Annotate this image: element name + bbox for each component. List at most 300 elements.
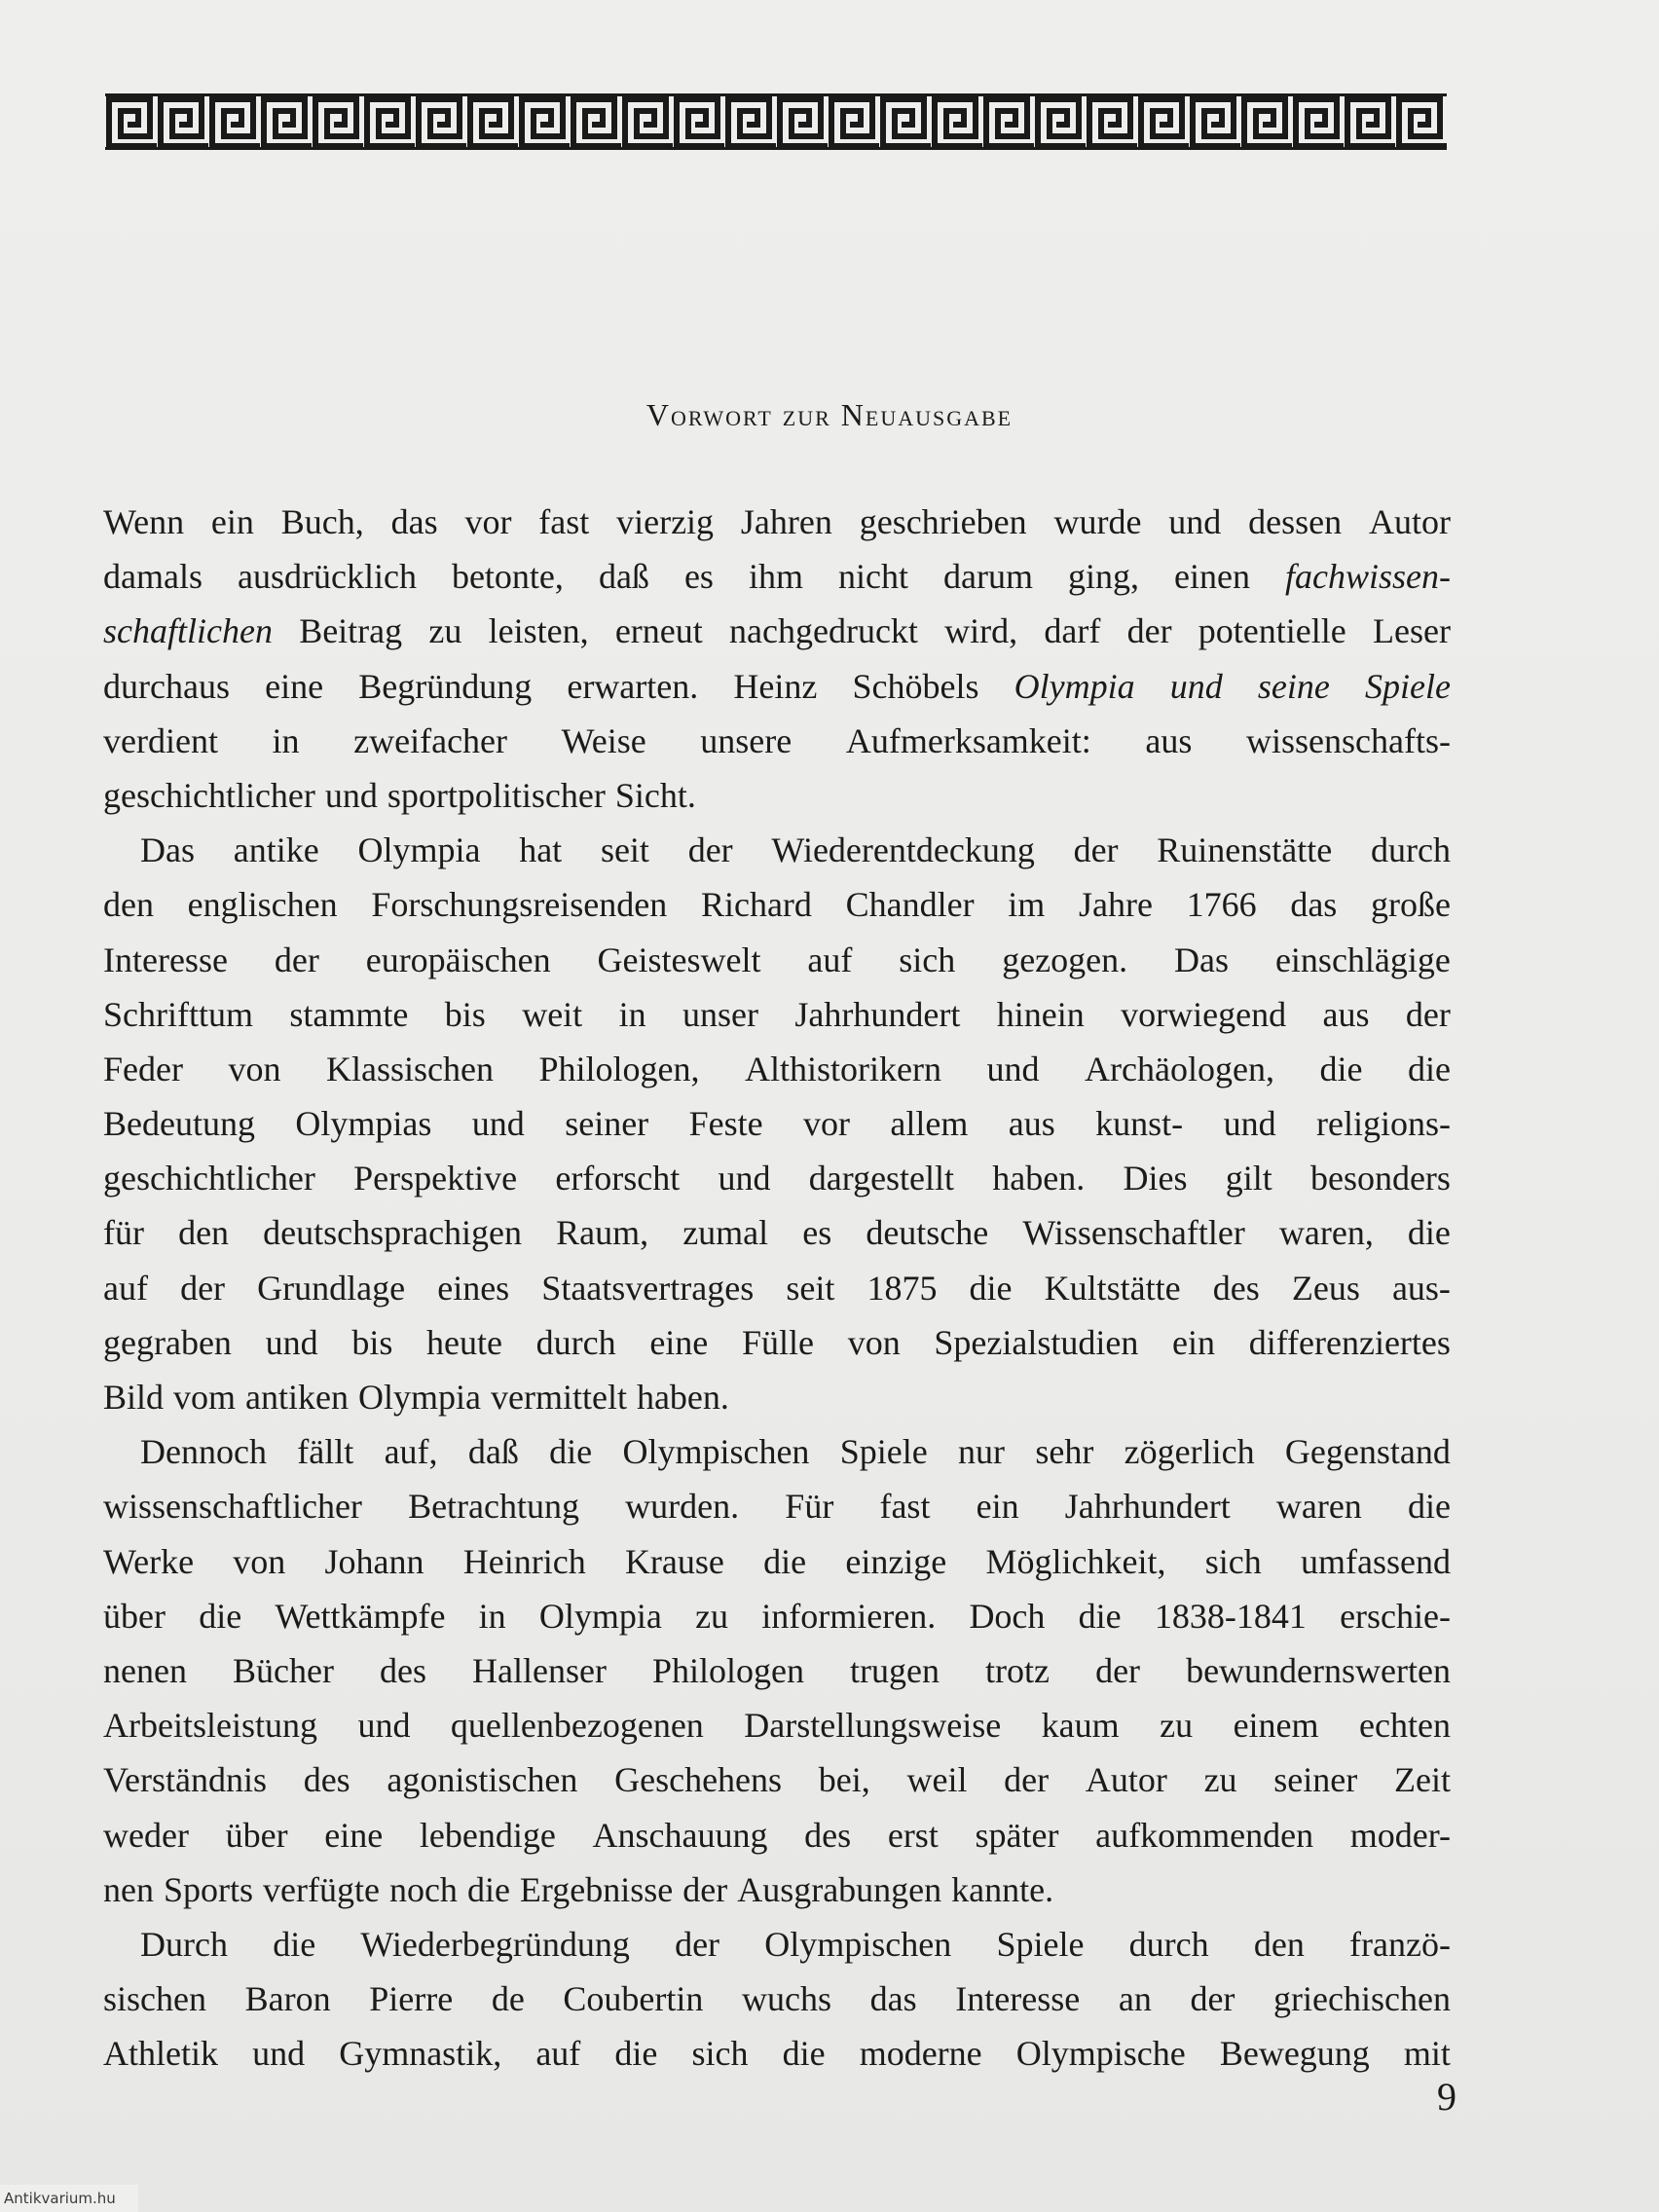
word: ein [1172, 1322, 1215, 1362]
word: lebendige [419, 1815, 556, 1855]
word: einzige [845, 1541, 947, 1581]
word: Richard [700, 885, 812, 925]
word: umfassend [1300, 1541, 1451, 1581]
text-line [103, 1862, 1451, 1917]
word: Philologen [652, 1650, 805, 1690]
word: eine [265, 666, 324, 706]
word: europäischen [365, 940, 551, 979]
word: geschichtlicher [103, 775, 315, 815]
word: vierzig [616, 502, 715, 541]
text-line [103, 659, 1451, 714]
word: ging, [1067, 557, 1139, 597]
word: religions- [1315, 1104, 1451, 1144]
word: das [1290, 885, 1338, 925]
word: vor [802, 1104, 850, 1144]
word: heute [426, 1322, 502, 1362]
word: Feste [688, 1104, 763, 1144]
word: unser [682, 994, 758, 1034]
word: Werke [103, 1541, 195, 1581]
text-line [103, 1315, 1451, 1370]
word: auf, [384, 1432, 438, 1472]
word: Durch [140, 1924, 228, 1964]
text-line [103, 1424, 1451, 1479]
word: dargestellt [808, 1159, 955, 1198]
word: Klassischen [326, 1049, 494, 1088]
word: sportpolitischer [387, 775, 606, 815]
word: darf [1044, 611, 1101, 651]
word: wurde [1053, 502, 1142, 541]
word: de [491, 1979, 525, 2019]
word: für [103, 1213, 144, 1253]
word: vorwiegend [1121, 994, 1287, 1034]
word: Raum, [556, 1213, 649, 1253]
word: im [1008, 885, 1046, 925]
word: Pierre [369, 1979, 454, 2019]
word: Anschauung [592, 1815, 768, 1855]
word: Ausgrabungen [737, 1869, 942, 1909]
text-line [103, 1479, 1451, 1533]
word: der [1190, 1979, 1235, 2019]
word: eine [324, 1815, 384, 1855]
word: und [718, 1159, 771, 1198]
word: nur [958, 1432, 1006, 1472]
word: Bewegung [1219, 2034, 1370, 2074]
word: Olympia [538, 1596, 662, 1636]
word: zweifacher [353, 720, 508, 760]
text-line [103, 714, 1451, 768]
text-line [103, 877, 1451, 932]
word: Das [1174, 940, 1230, 979]
word: Wiederentdeckung [771, 830, 1035, 870]
word: auf [807, 940, 853, 979]
text-line [103, 1589, 1451, 1643]
word: Kultstätte [1044, 1268, 1181, 1308]
word: der [1073, 830, 1119, 870]
word: des [804, 1815, 852, 1855]
word: Beitrag [299, 611, 403, 651]
text-line [103, 1370, 1451, 1424]
word: erneut [614, 611, 703, 651]
word: die [1078, 1596, 1122, 1636]
word: einem [1233, 1706, 1319, 1746]
word: Interesse [103, 940, 228, 979]
word: Philologen, [538, 1049, 700, 1088]
word: Dies [1123, 1159, 1188, 1198]
word: aus- [1391, 1268, 1451, 1308]
text-line [103, 1151, 1451, 1205]
text-line [103, 987, 1451, 1042]
word: weil [906, 1760, 968, 1800]
text-line [103, 549, 1451, 604]
word: daß [467, 1432, 519, 1472]
word: sich [691, 2034, 749, 2074]
word: deutsche [866, 1213, 989, 1253]
text-line [103, 1261, 1451, 1315]
word: wurden. [625, 1487, 740, 1527]
chapter-title: Vorwort zur Neuausgabe [645, 397, 1014, 432]
word: die [549, 1432, 593, 1472]
word: Spiele [839, 1432, 928, 1472]
text-line [103, 1096, 1451, 1151]
word: noch [388, 1869, 458, 1909]
body-text [103, 495, 1451, 2081]
text-line [103, 2026, 1451, 2081]
word: mit [1403, 2034, 1451, 2074]
word: nachgedruckt [729, 611, 918, 651]
word: Johann [324, 1541, 424, 1581]
word: Olympia [358, 1378, 481, 1417]
word: erst [887, 1815, 939, 1855]
word: aus [1008, 1104, 1055, 1144]
word: es [802, 1213, 832, 1253]
word: der [1405, 994, 1451, 1034]
word: Grundlage [257, 1268, 406, 1308]
word: einschlägige [1274, 940, 1451, 979]
word: Sports [163, 1869, 254, 1909]
word: aus [1145, 720, 1193, 760]
text-line [103, 823, 1451, 877]
word: ein [210, 502, 254, 541]
word: der [1126, 611, 1172, 651]
word: dessen [1248, 502, 1343, 541]
word: franzö- [1349, 1924, 1451, 1964]
word: haben. [636, 1378, 729, 1417]
word: Staatsvertrages [541, 1268, 755, 1308]
word: seit [786, 1268, 835, 1308]
word: Krause [624, 1541, 724, 1581]
word: über [225, 1815, 288, 1855]
word: zögerlich [1124, 1432, 1255, 1472]
word: Olympischen [764, 1924, 952, 1964]
word: besonders [1309, 1159, 1451, 1198]
word: seiner [565, 1104, 649, 1144]
word: auf [103, 1268, 148, 1308]
word: fachwissen- [1284, 557, 1451, 597]
word: Spezialstudien [934, 1322, 1139, 1362]
word: Ergebnisse [519, 1869, 674, 1909]
word: seine [1257, 666, 1330, 706]
word: bis [351, 1322, 393, 1362]
word: wissenschaftlicher [103, 1487, 362, 1527]
word: trugen [850, 1650, 940, 1690]
word: der [180, 1268, 226, 1308]
word: große [1371, 885, 1451, 925]
word: eines [437, 1268, 510, 1308]
word: wird, [944, 611, 1018, 651]
word: durch [1128, 1924, 1209, 1964]
word: fällt [297, 1432, 354, 1472]
word: in [618, 994, 646, 1034]
text-line [103, 1917, 1451, 1972]
word: trotz [985, 1650, 1051, 1690]
word: und [986, 1049, 1040, 1088]
word: Althistorikern [745, 1049, 941, 1088]
word: Doch [969, 1596, 1046, 1636]
word: nenen [103, 1650, 187, 1690]
word: Heinz [733, 666, 818, 706]
text-line [103, 604, 1451, 658]
text-line [103, 1698, 1451, 1752]
word: schaftlichen [103, 611, 273, 651]
word: die [1407, 1487, 1451, 1527]
word: daß [598, 557, 649, 597]
word: des [380, 1650, 426, 1690]
word: der [675, 1924, 720, 1964]
word: wissenschafts- [1245, 720, 1451, 760]
word: bei, [818, 1760, 870, 1800]
text-line [103, 768, 1451, 823]
word: zu [1203, 1760, 1237, 1800]
word: Schrifttum [103, 994, 253, 1034]
word: weit [522, 994, 583, 1034]
word: waren [1275, 1487, 1362, 1527]
word: Chandler [845, 885, 975, 925]
word: Spiele [996, 1924, 1085, 1964]
word: zu [1160, 1706, 1194, 1746]
word: Leser [1372, 611, 1451, 651]
word: moderne [859, 2034, 982, 2074]
word: später [975, 1815, 1059, 1855]
word: zumal [682, 1213, 769, 1253]
word: Spiele [1365, 666, 1451, 706]
word: aufkommenden [1095, 1815, 1314, 1855]
word: fast [538, 502, 590, 541]
word: hat [519, 830, 563, 870]
word: eine [649, 1322, 709, 1362]
word: wuchs [742, 1979, 832, 2019]
word: und [1168, 502, 1222, 541]
word: Das [140, 830, 195, 870]
word: Gymnastik, [339, 2034, 502, 2074]
word: die [466, 1869, 510, 1909]
word: Bedeutung [103, 1104, 255, 1144]
text-line [103, 1752, 1451, 1807]
word: vom [173, 1378, 237, 1417]
text-line [103, 1643, 1451, 1698]
text-line [103, 1534, 1451, 1589]
word: gezogen. [1002, 940, 1128, 979]
word: Jahrhundert [794, 994, 961, 1034]
word: ihm [748, 557, 803, 597]
word: informieren. [761, 1596, 937, 1636]
word: in [478, 1596, 506, 1636]
word: agonistischen [387, 1760, 578, 1800]
word: Olympia [1014, 666, 1135, 706]
word: stammte [289, 994, 409, 1034]
page-number: 9 [1437, 2075, 1456, 2119]
word: 1766 [1186, 885, 1257, 925]
word: quellenbezogenen [450, 1706, 704, 1746]
word: damals [103, 557, 203, 597]
word: englischen [187, 885, 338, 925]
word: der [1004, 1760, 1050, 1800]
word: von [847, 1322, 901, 1362]
word: die [199, 1596, 242, 1636]
word: Wissenschaftler [1022, 1213, 1245, 1253]
word: waren, [1278, 1213, 1374, 1253]
word: Athletik [103, 2034, 218, 2074]
word: erschie- [1340, 1596, 1451, 1636]
word: die [1319, 1049, 1363, 1088]
word: der [682, 1869, 728, 1909]
word: und [1169, 666, 1223, 706]
greek-key-border-ornament [105, 93, 1447, 150]
word: Archäologen, [1085, 1049, 1274, 1088]
word: Jahrhundert [1064, 1487, 1231, 1527]
word: bewundernswerten [1186, 1650, 1451, 1690]
word: Weise [561, 720, 646, 760]
word: Zeit [1393, 1760, 1451, 1800]
text-line [103, 1042, 1451, 1096]
word: Aufmerksamkeit: [845, 720, 1091, 760]
word: aus [1322, 994, 1370, 1034]
word: Geisteswelt [597, 940, 761, 979]
word: die [1407, 1213, 1451, 1253]
word: die [273, 1924, 316, 1964]
word: durchaus [103, 666, 230, 706]
word: Sicht. [614, 775, 696, 815]
word: und [1223, 1104, 1276, 1144]
word: deutschsprachigen [263, 1213, 523, 1253]
word: in [272, 720, 300, 760]
word: Interesse [955, 1979, 1081, 2019]
text-line [103, 1205, 1451, 1260]
word: nicht [837, 557, 908, 597]
word: Perspektive [353, 1159, 518, 1198]
word: unsere [700, 720, 793, 760]
word: weder [103, 1815, 189, 1855]
text-line [103, 933, 1451, 987]
word: und [265, 1322, 318, 1362]
text-line [103, 1972, 1451, 2026]
word: Hallenser [472, 1650, 607, 1690]
word: kannte. [951, 1869, 1054, 1909]
word: Olympia [357, 830, 481, 870]
word: das [869, 1979, 917, 2019]
word: sich [899, 940, 956, 979]
word: nen [103, 1869, 154, 1909]
word: fast [879, 1487, 931, 1527]
word: die [614, 2034, 658, 2074]
word: die [969, 1268, 1013, 1308]
word: gegraben [103, 1322, 232, 1362]
word: Heinrich [462, 1541, 586, 1581]
word: Für [785, 1487, 834, 1527]
word: seit [600, 830, 649, 870]
word: Begründung [358, 666, 533, 706]
word: Arbeitsleistung [103, 1706, 317, 1746]
word: Buch, [280, 502, 364, 541]
word: verfügte [263, 1869, 380, 1909]
word: geschichtlicher [103, 1159, 315, 1198]
word: über [103, 1596, 166, 1636]
word: von [233, 1541, 286, 1581]
word: Baron [244, 1979, 331, 2019]
word: Möglichkeit, [985, 1541, 1166, 1581]
word: allem [890, 1104, 969, 1144]
word: Jahre [1078, 885, 1153, 925]
word: und [357, 1706, 411, 1746]
word: Zeus [1291, 1268, 1360, 1308]
word: der [1095, 1650, 1141, 1690]
word: erforscht [555, 1159, 681, 1198]
word: antike [233, 830, 319, 870]
word: sehr [1035, 1432, 1094, 1472]
word: Olympischen [622, 1432, 810, 1472]
word: die [1407, 1049, 1451, 1088]
word: sischen [103, 1979, 206, 2019]
word: Geschehens [614, 1760, 783, 1800]
word: und [252, 2034, 306, 2074]
word: moder- [1349, 1815, 1451, 1855]
word: Wenn [103, 502, 185, 541]
word: Wettkämpfe [275, 1596, 446, 1636]
word: potentielle [1198, 611, 1346, 651]
word: Wiederbegründung [360, 1924, 630, 1964]
word: Autor [1085, 1760, 1167, 1800]
word: darum [942, 557, 1033, 597]
word: der [687, 830, 733, 870]
word: Jahren [740, 502, 832, 541]
word: vermittelt [490, 1378, 627, 1417]
word: sich [1204, 1541, 1262, 1581]
word: leisten, [488, 611, 589, 651]
word: ein [976, 1487, 1019, 1527]
word: 1838-1841 [1154, 1596, 1307, 1636]
word: antiken [245, 1378, 349, 1417]
word: haben. [992, 1159, 1086, 1198]
word: Gegenstand [1284, 1432, 1451, 1472]
word: einen [1174, 557, 1250, 597]
word: Schöbels [852, 666, 979, 706]
word: des [303, 1760, 350, 1800]
word: zu [428, 611, 462, 651]
word: betonte, [451, 557, 564, 597]
watermark: Antikvarium.hu [0, 2185, 138, 2212]
word: Feder [103, 1049, 183, 1088]
word: es [683, 557, 714, 597]
word: Dennoch [140, 1432, 267, 1472]
word: Verständnis [103, 1760, 267, 1800]
word: 1875 [866, 1268, 938, 1308]
word: Fülle [741, 1322, 814, 1362]
word: erwarten. [567, 666, 699, 706]
text-line [103, 1808, 1451, 1862]
word: und [324, 775, 378, 815]
word: den [103, 885, 154, 925]
word: Coubertin [563, 1979, 704, 2019]
word: kunst- [1095, 1104, 1184, 1144]
word: von [228, 1049, 281, 1088]
word: Darstellungsweise [744, 1706, 1002, 1746]
text-line [103, 495, 1451, 549]
word: den [1253, 1924, 1305, 1964]
word: das [390, 502, 438, 541]
word: den [178, 1213, 230, 1253]
word: Autor [1368, 502, 1451, 541]
word: die [763, 1541, 807, 1581]
word: differenziertes [1248, 1322, 1451, 1362]
word: durch [1371, 830, 1451, 870]
word: Betrachtung [408, 1487, 580, 1527]
word: gilt [1225, 1159, 1272, 1198]
word: Olympias [295, 1104, 432, 1144]
word: zu [695, 1596, 729, 1636]
word: Bild [103, 1378, 165, 1417]
word: und [471, 1104, 525, 1144]
word: hinein [996, 994, 1085, 1034]
word: durch [535, 1322, 616, 1362]
